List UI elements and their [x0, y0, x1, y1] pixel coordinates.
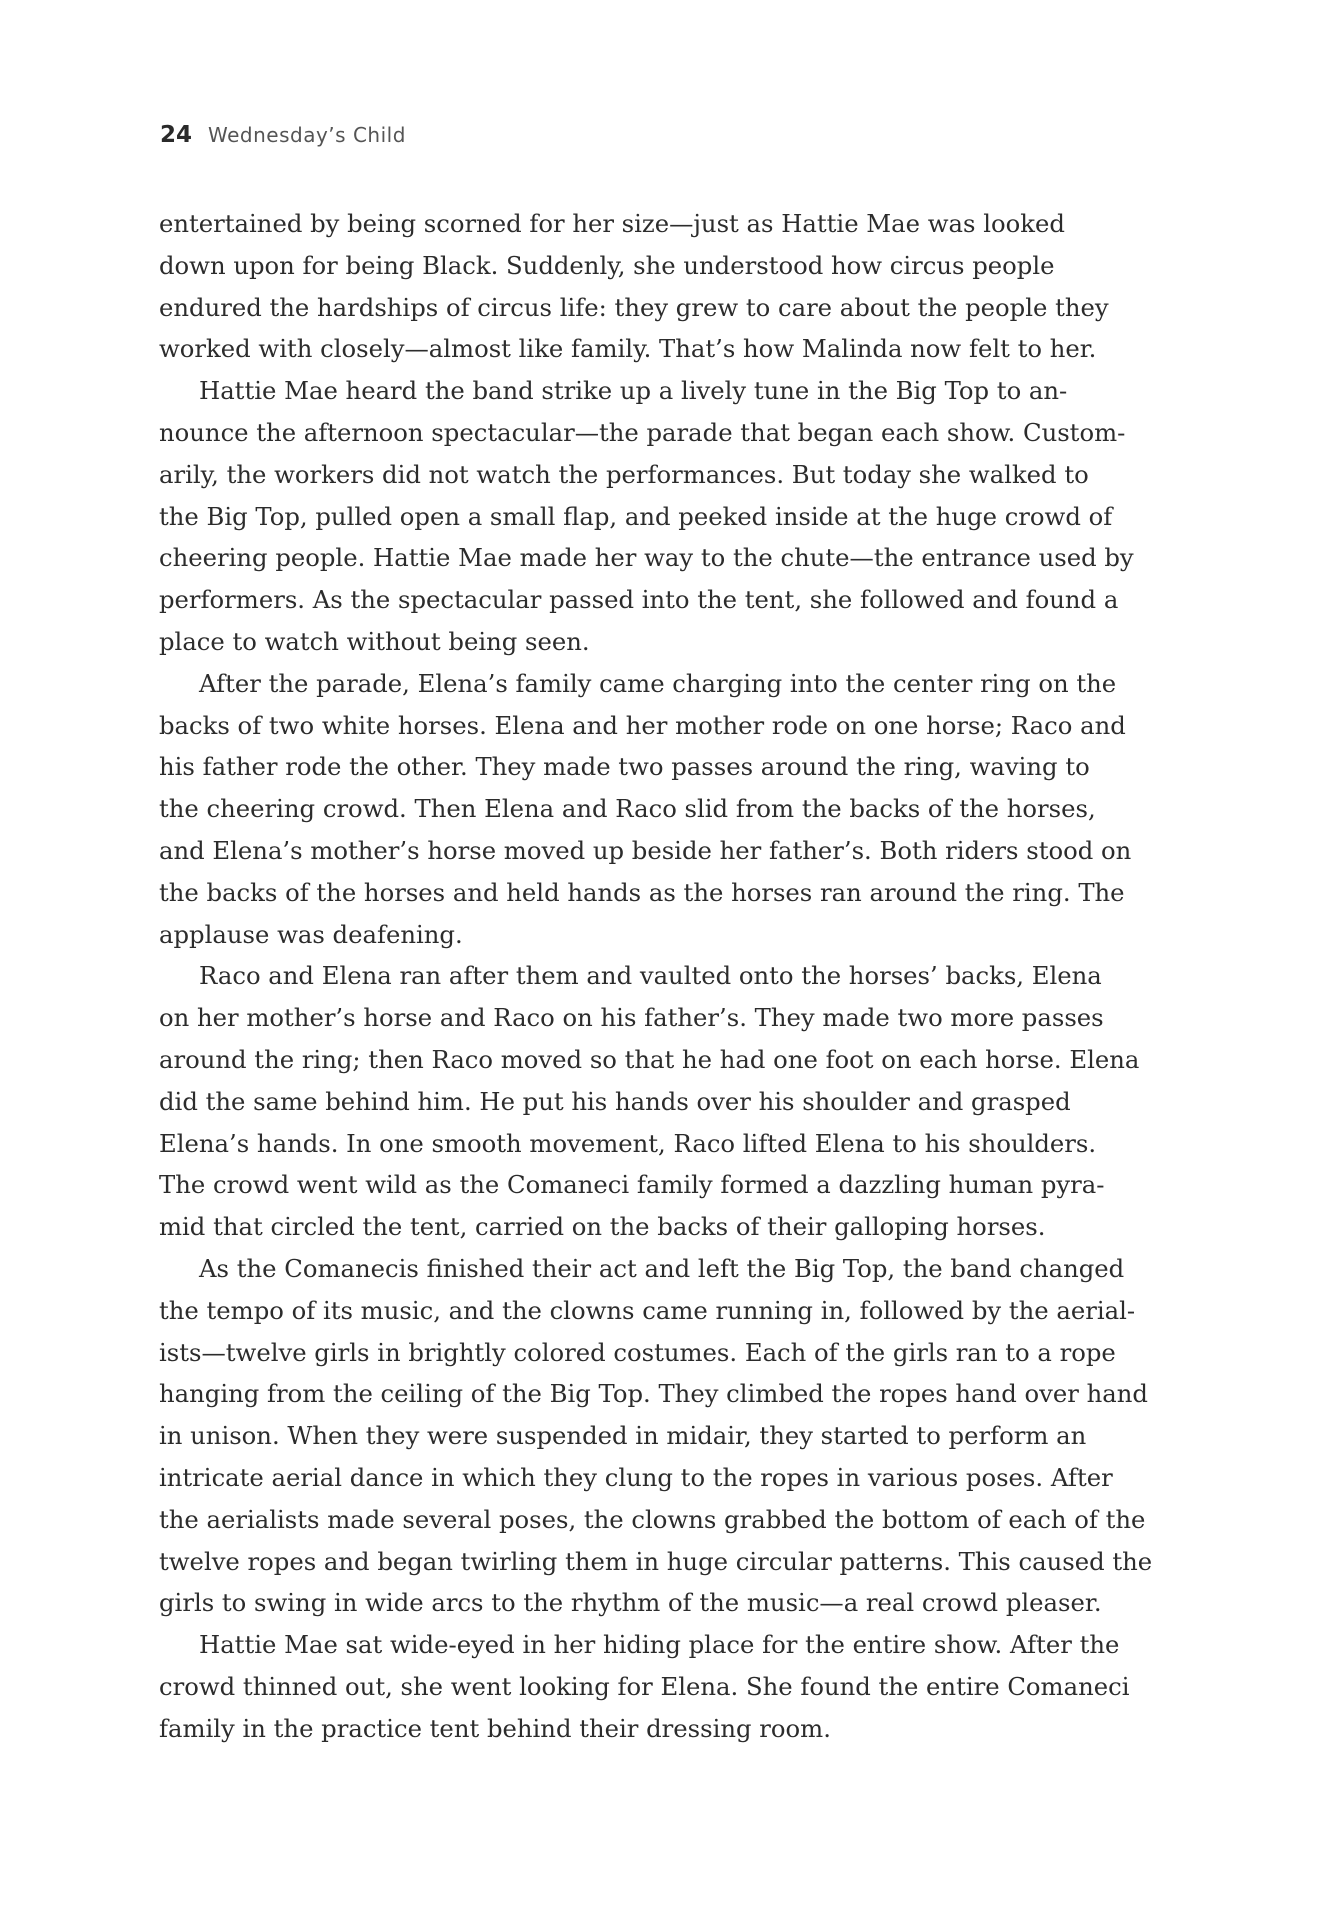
- text-line: and Elena’s mother’s horse moved up beside her father’s. Both riders stood on: [159, 835, 1132, 865]
- paragraph-5: [159, 1248, 1159, 1624]
- text-line: endured the hardships of circus life: they grew to care about the people they: [159, 292, 1109, 322]
- text-line: hanging from the ceiling of the Big Top. They climbed the ropes hand over hand: [159, 1379, 1148, 1409]
- text-line: did the same behind him. He put his hands over his shoulder and grasped: [159, 1086, 1071, 1116]
- page-number: 24: [160, 122, 193, 148]
- text-line: entertained by being scorned for her size—just as Hattie Mae was looked: [159, 209, 1065, 238]
- paragraph-4: [159, 955, 1159, 1248]
- text-line: down upon for being Black. Suddenly, she understood how circus people: [159, 250, 1055, 280]
- text-line: The crowd went wild as the Comaneci family formed a dazzling human pyra-: [159, 1170, 1105, 1200]
- text-line: applause was deafening.: [159, 919, 463, 949]
- paragraph-2: [159, 370, 1159, 663]
- text-line: the backs of the horses and held hands as the horses ran around the ring. The: [159, 877, 1125, 907]
- text-line: mid that circled the tent, carried on the backs of their galloping horses.: [159, 1212, 1046, 1242]
- text-line: the cheering crowd. Then Elena and Raco slid from the backs of the horses,: [159, 794, 1096, 824]
- text-line: the aerialists made several poses, the clowns grabbed the bottom of each of the: [159, 1504, 1146, 1534]
- text-line: crowd thinned out, she went looking for Elena. She found the entire Comaneci: [159, 1671, 1130, 1701]
- text-line: the tempo of its music, and the clowns came running in, followed by the aerial-: [159, 1295, 1136, 1325]
- text-line: in unison. When they were suspended in midair, they started to perform an: [159, 1421, 1087, 1451]
- text-line: twelve ropes and began twirling them in huge circular patterns. This caused the: [159, 1546, 1153, 1576]
- text-line: on her mother’s horse and Raco on his father’s. They made two more passes: [159, 1003, 1104, 1033]
- text-line: ists—twelve girls in brightly colored costumes. Each of the girls ran to a rope: [159, 1337, 1116, 1367]
- text-line: around the ring; then Raco moved so that he had one foot on each horse. Elena: [159, 1044, 1140, 1074]
- text-line: worked with closely—almost like family. That’s how Malinda now felt to her.: [159, 334, 1097, 364]
- text-line: arily, the workers did not watch the performances. But today she walked to: [159, 459, 1089, 489]
- text-line: After the parade, Elena’s family came charging into the center ring on the: [199, 668, 1117, 698]
- text-line: cheering people. Hattie Mae made her way to the chute—the entrance used by: [159, 543, 1134, 573]
- body-text: [159, 203, 1159, 1749]
- text-line: backs of two white horses. Elena and her mother rode on one horse; Raco and: [159, 710, 1126, 740]
- running-head: [160, 122, 406, 148]
- paragraph-1: [159, 203, 1159, 370]
- text-line: girls to swing in wide arcs to the rhythm of the music—a real crowd pleaser.: [159, 1588, 1102, 1618]
- paragraph-3: [159, 663, 1159, 956]
- text-line: performers. As the spectacular passed into the tent, she followed and found a: [159, 585, 1119, 615]
- text-line: Hattie Mae sat wide-eyed in her hiding place for the entire show. After the: [199, 1630, 1120, 1660]
- text-line: nounce the afternoon spectacular—the parade that began each show. Custom-: [159, 417, 1126, 447]
- book-title: Wednesday’s Child: [208, 123, 406, 147]
- text-line: As the Comanecis finished their act and left the Big Top, the band changed: [199, 1253, 1125, 1283]
- text-line: the Big Top, pulled open a small flap, and peeked inside at the huge crowd of: [159, 501, 1113, 531]
- text-line: intricate aerial dance in which they clung to the ropes in various poses. After: [159, 1462, 1113, 1492]
- text-line: family in the practice tent behind their dressing room.: [159, 1713, 831, 1743]
- text-line: his father rode the other. They made two passes around the ring, waving to: [159, 752, 1090, 782]
- text-line: Elena’s hands. In one smooth movement, Raco lifted Elena to his shoulders.: [159, 1128, 1097, 1158]
- text-line: Hattie Mae heard the band strike up a lively tune in the Big Top to an-: [199, 376, 1068, 406]
- text-line: Raco and Elena ran after them and vaulted onto the horses’ backs, Elena: [199, 961, 1102, 991]
- text-line: place to watch without being seen.: [159, 626, 590, 656]
- paragraph-6: [159, 1624, 1159, 1749]
